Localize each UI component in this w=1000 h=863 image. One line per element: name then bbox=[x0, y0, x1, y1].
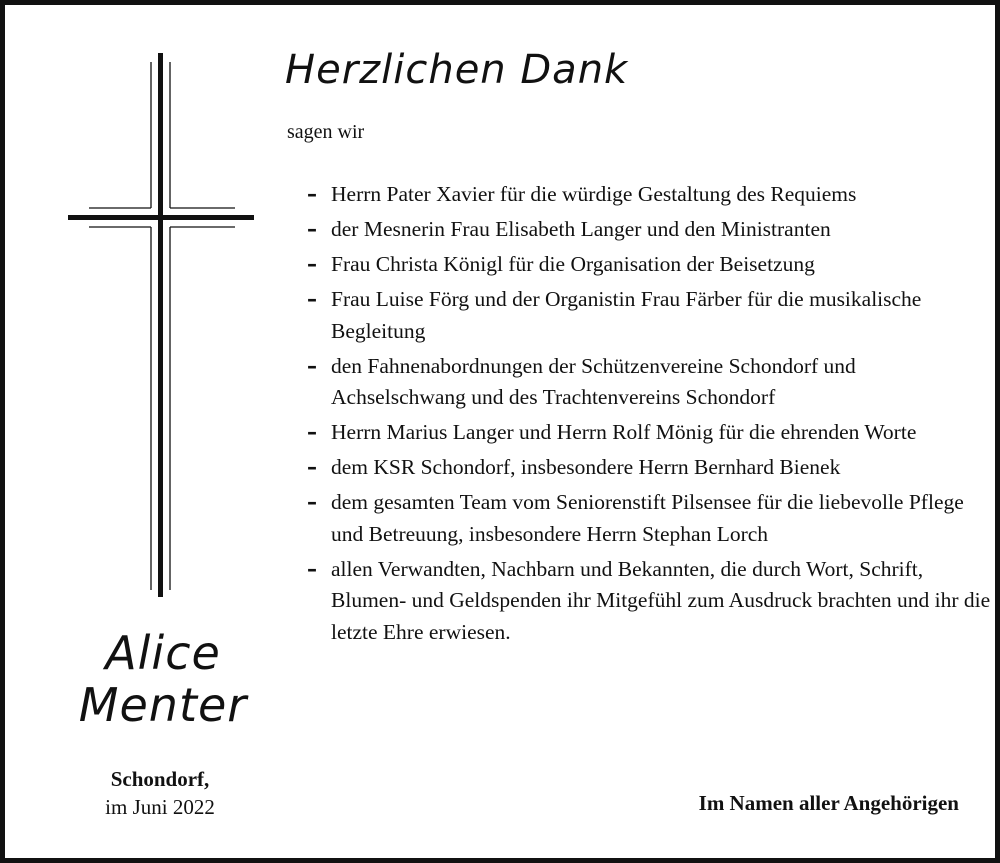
list-item-text: Frau Christa Königl für die Organisation der Beisetzung bbox=[331, 252, 815, 276]
dash-icon: – bbox=[307, 182, 317, 206]
list-item bbox=[303, 214, 993, 246]
list-item bbox=[303, 487, 993, 550]
list-item-text: den Fahnenabordnungen der Schützenvereine Schondorf und Achselschwang und des Trachtenvereins Schondorf bbox=[331, 353, 856, 409]
list-item-text: allen Verwandten, Nachbarn und Bekannten, die durch Wort, Schrift, Blumen- und Geldspenden ihr Mitgefühl zum Ausdruck brachten und ihr die letzte Ehre erwiesen. bbox=[331, 556, 991, 644]
list-item bbox=[303, 249, 993, 281]
place-name: Schondorf, bbox=[110, 767, 210, 791]
dash-icon: – bbox=[307, 556, 317, 581]
date-text: im Juni 2022 bbox=[105, 795, 215, 819]
list-item-text: Frau Luise Förg und der Organistin Frau Färber für die musikalische Begleitung bbox=[331, 287, 922, 343]
dash-icon: – bbox=[307, 252, 317, 276]
intro-text: sagen wir bbox=[287, 121, 365, 143]
dash-icon: – bbox=[307, 217, 317, 241]
first-name: Alice bbox=[105, 626, 221, 680]
place-date bbox=[60, 765, 260, 821]
page-title: Herzlichen Dank bbox=[285, 47, 629, 93]
deceased-name bbox=[33, 627, 293, 731]
dash-icon: – bbox=[307, 287, 317, 311]
list-item-text: dem gesamten Team vom Seniorenstift Pilsensee für die liebevolle Pflege und Betreuung, insbesondere Herrn Stephan Lorch bbox=[331, 490, 964, 546]
list-item bbox=[303, 554, 993, 649]
list-item-text: dem KSR Schondorf, insbesondere Herrn Bernhard Bienek bbox=[331, 455, 841, 479]
dash-icon: – bbox=[307, 353, 317, 378]
signature: Im Namen aller Angehörigen bbox=[698, 791, 959, 815]
list-item bbox=[303, 284, 993, 347]
list-item bbox=[303, 351, 993, 414]
list-item bbox=[303, 417, 993, 449]
last-name: Menter bbox=[78, 678, 248, 732]
list-item bbox=[303, 452, 993, 484]
list-item bbox=[303, 179, 993, 211]
dash-icon: – bbox=[307, 420, 317, 444]
list-item-text: Herrn Pater Xavier für die würdige Gestaltung des Requiems bbox=[331, 182, 857, 206]
dash-icon: – bbox=[307, 455, 317, 479]
list-item-text: der Mesnerin Frau Elisabeth Langer und den Ministranten bbox=[331, 217, 831, 241]
dash-icon: – bbox=[307, 490, 317, 514]
cross-icon bbox=[65, 50, 257, 600]
list-item-text: Herrn Marius Langer und Herrn Rolf Mönig für die ehrenden Worte bbox=[331, 420, 917, 444]
thanks-list bbox=[303, 179, 993, 652]
